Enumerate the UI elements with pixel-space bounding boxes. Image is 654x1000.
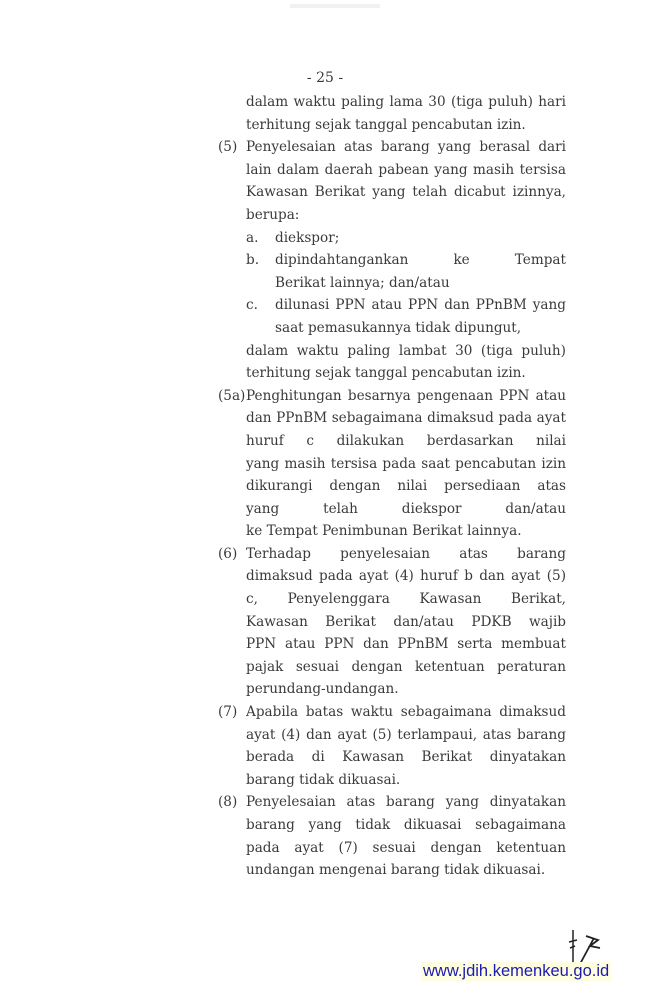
paragraph-number: (6) — [218, 545, 238, 562]
line-text: pada ayat (7) sesuai dengan ketentuan — [246, 839, 566, 856]
text-line — [0, 791, 654, 814]
text-line — [0, 407, 654, 430]
text-line — [0, 114, 654, 137]
text-line — [0, 678, 654, 701]
text-line — [0, 181, 654, 204]
text-line — [0, 565, 654, 588]
text-line — [0, 453, 654, 476]
line-text: pajak sesuai dengan ketentuan peraturan — [246, 658, 566, 675]
text-line — [0, 656, 654, 679]
text-line — [0, 837, 654, 860]
line-text: dilunasi PPN atau PPN dan PPnBM yang — [275, 297, 566, 314]
text-line — [0, 227, 654, 250]
line-text: dalam waktu paling lama 30 (tiga puluh) hari — [246, 94, 566, 110]
line-text: huruf c dilakukan berdasarkan nilai — [246, 432, 566, 449]
paragraph-number: (7) — [218, 704, 238, 721]
list-item-letter: a. — [246, 229, 259, 246]
text-line — [0, 136, 654, 159]
text-line — [0, 430, 654, 453]
paragraph-number: (5) — [218, 139, 238, 156]
text-line — [0, 317, 654, 340]
line-text: Penyelesaian atas barang yang dinyatakan — [246, 794, 566, 811]
text-line — [0, 340, 654, 363]
text-line — [0, 701, 654, 724]
text-line — [0, 814, 654, 837]
paragraph-number: (5a) — [218, 387, 246, 404]
line-text: Terhadap penyelesaian atas barang — [246, 545, 566, 562]
line-text: c, Penyelenggara Kawasan Berikat, — [246, 591, 566, 608]
line-text: Berikat lainnya; dan/atau — [275, 274, 450, 291]
text-line — [0, 746, 654, 769]
text-line — [0, 204, 654, 227]
text-line — [0, 249, 654, 272]
line-text: barang yang tidak dikuasai sebagaimana — [246, 817, 566, 833]
page-number-text: - 25 - — [306, 70, 344, 86]
text-line — [0, 633, 654, 656]
line-text: Apabila batas waktu sebagaimana dimaksud — [246, 704, 566, 721]
list-item-letter: c. — [246, 297, 258, 314]
line-text: dipindahtangankan ke Tempat — [275, 252, 566, 269]
line-text: PPN atau PPN dan PPnBM serta membuat — [246, 636, 566, 653]
watermark-url: www.jdih.kemenkeu.go.id — [423, 962, 610, 980]
text-line — [0, 272, 654, 295]
page-number — [0, 70, 654, 86]
text-line — [0, 91, 654, 114]
line-text: ayat (4) dan ayat (5) terlampaui, atas barang — [246, 726, 566, 743]
line-text: yang telah diekspor dan/atau — [246, 500, 566, 517]
line-text: Kawasan Berikat yang telah dicabut izinnya, — [246, 184, 566, 201]
line-text: Penghitungan besarnya pengenaan PPN atau — [246, 387, 566, 404]
text-line — [0, 498, 654, 521]
line-text: terhitung sejak tanggal pencabutan izin. — [246, 116, 526, 133]
line-text: Penyelesaian atas barang yang berasal dari — [246, 139, 566, 156]
line-text: dikurangi dengan nilai persediaan atas — [246, 478, 566, 495]
text-line — [0, 724, 654, 747]
line-text: dimaksud pada ayat (4) huruf b dan ayat (5) — [246, 568, 566, 585]
text-line — [0, 611, 654, 634]
list-item-letter: b. — [246, 252, 260, 269]
line-text: berupa: — [246, 206, 300, 223]
text-line — [0, 588, 654, 611]
text-line — [0, 475, 654, 498]
text-line — [0, 543, 654, 566]
line-text: perundang-undangan. — [246, 681, 399, 698]
line-text: terhitung sejak tanggal pencabutan izin. — [246, 365, 526, 382]
paragraph-number: (8) — [218, 794, 238, 811]
line-text: ke Tempat Penimbunan Berikat lainnya. — [246, 523, 522, 540]
text-line — [0, 362, 654, 385]
line-text: Kawasan Berikat dan/atau PDKB wajib — [246, 613, 566, 630]
document-body — [0, 91, 654, 882]
text-line — [0, 520, 654, 543]
line-text: saat pemasukannya tidak dipungut, — [275, 319, 522, 336]
line-text: dan PPnBM sebagaimana dimaksud pada ayat — [246, 410, 566, 427]
line-text: barang tidak dikuasai. — [246, 771, 401, 788]
text-line — [0, 159, 654, 182]
text-line — [0, 859, 654, 882]
text-line — [0, 385, 654, 408]
line-text: berada di Kawasan Berikat dinyatakan — [246, 749, 566, 766]
line-text: yang masih tersisa pada saat pencabutan izin — [246, 455, 566, 472]
text-line — [0, 294, 654, 317]
text-line — [0, 769, 654, 792]
line-text: lain dalam daerah pabean yang masih tersisa — [246, 161, 566, 178]
line-text: dalam waktu paling lambat 30 (tiga puluh) — [246, 342, 566, 359]
line-text: undangan mengenai barang tidak dikuasai. — [246, 862, 546, 879]
scan-artifact — [290, 4, 380, 8]
line-text: diekspor; — [275, 229, 340, 246]
